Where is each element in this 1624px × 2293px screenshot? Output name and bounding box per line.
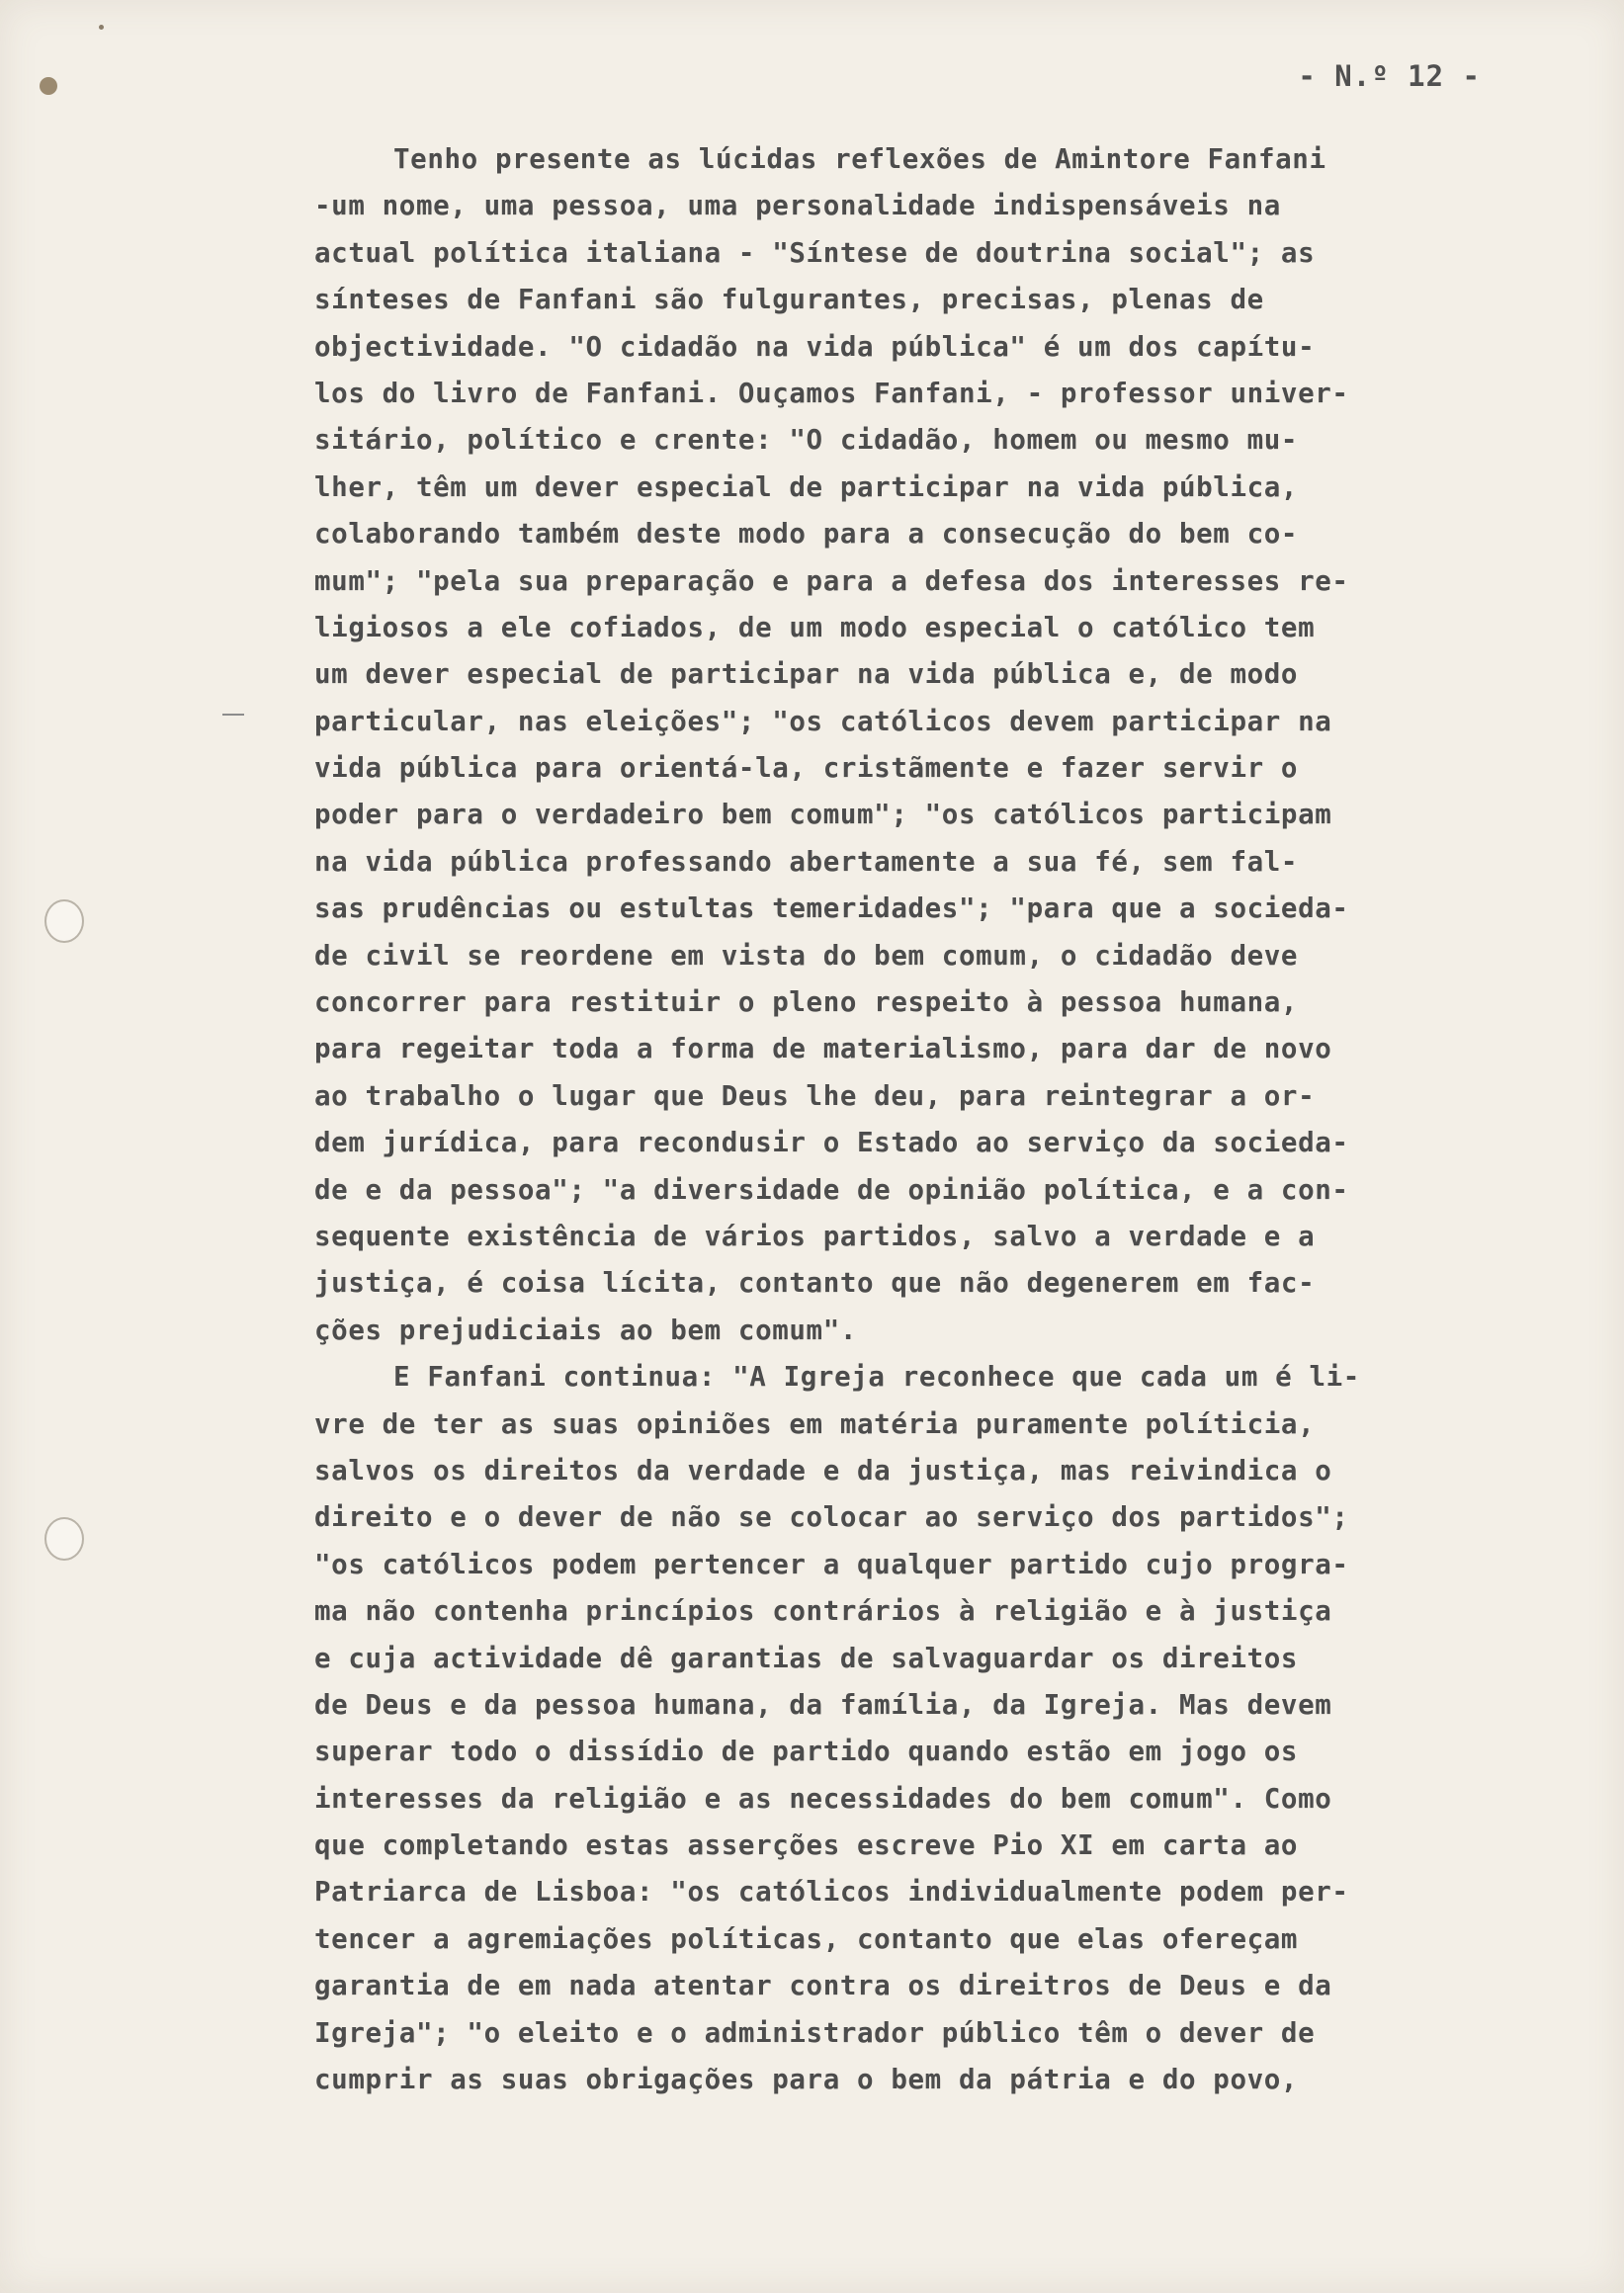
text-line: particular, nas eleições"; "os católicos devem participar na	[314, 705, 1332, 737]
text-line: E Fanfani continua: "A Igreja reconhece que cada um é li-	[393, 1361, 1360, 1394]
text-line: direito e o dever de não se colocar ao serviço dos partidos";	[314, 1501, 1349, 1534]
text-line: mum"; "pela sua preparação e para a defesa dos interesses re-	[314, 564, 1349, 597]
text-line: na vida pública professando abertamente a sua fé, sem fal-	[314, 845, 1299, 878]
text-line: ao trabalho o lugar que Deus lhe deu, para reintegrar a or-	[314, 1079, 1316, 1112]
text-line: sitário, político e crente: "O cidadão, homem ou mesmo mu-	[314, 424, 1299, 457]
text-line: interesses da religião e as necessidades do bem comum". Como	[314, 1782, 1332, 1815]
text-line: cumprir as suas obrigações para o bem da pátria e do povo,	[314, 2064, 1299, 2096]
text-line: los do livro de Fanfani. Ouçamos Fanfani, - professor univer-	[314, 377, 1349, 409]
text-line: Tenho presente as lúcidas reflexões de Amintore Fanfani	[393, 143, 1326, 175]
text-line: de civil se reordene em vista do bem comum, o cidadão deve	[314, 939, 1299, 972]
text-line: que completando estas asserções escreve Pio XI em carta ao	[314, 1829, 1299, 1862]
text-line: salvos os direitos da verdade e da justiça, mas reivindica o	[314, 1454, 1332, 1486]
text-line: "os católicos podem pertencer a qualquer partido cujo progra-	[314, 1548, 1349, 1580]
paper-stain	[40, 77, 57, 95]
margin-mark	[222, 714, 244, 716]
paragraph	[314, 136, 1560, 1354]
text-line: de e da pessoa"; "a diversidade de opinião política, e a con-	[314, 1173, 1349, 1206]
text-line: Igreja"; "o eleito e o administrador público têm o dever de	[314, 2016, 1316, 2049]
text-line: de Deus e da pessoa humana, da família, da Igreja. Mas devem	[314, 1688, 1332, 1721]
punch-hole-top	[44, 899, 84, 943]
text-line: sínteses de Fanfani são fulgurantes, precisas, plenas de	[314, 284, 1264, 316]
text-line: para regeitar toda a forma de materialismo, para dar de novo	[314, 1033, 1332, 1065]
text-line: e cuja actividade dê garantias de salvaguardar os direitos	[314, 1642, 1299, 1674]
paper-speck	[99, 25, 104, 30]
text-line: justiça, é coisa lícita, contanto que não degenerem em fac-	[314, 1267, 1316, 1300]
text-line: colaborando também deste modo para a consecução do bem co-	[314, 518, 1299, 551]
text-line: ma não contenha princípios contrários à religião e à justiça	[314, 1595, 1332, 1628]
text-line: vre de ter as suas opiniões em matéria puramente políticia,	[314, 1407, 1316, 1440]
text-line: sas prudências ou estultas temeridades"; "para que a socieda-	[314, 892, 1349, 925]
text-line: objectividade. "O cidadão na vida pública" é um dos capítu-	[314, 330, 1316, 363]
page-number: - N.º 12 -	[1298, 59, 1481, 93]
punch-hole-bottom	[44, 1517, 84, 1561]
text-line: concorrer para restituir o pleno respeito à pessoa humana,	[314, 986, 1299, 1019]
text-line: Patriarca de Lisboa: "os católicos individualmente podem per-	[314, 1876, 1349, 1909]
text-line: dem jurídica, para recondusir o Estado ao serviço da socieda-	[314, 1127, 1349, 1159]
text-line: tencer a agremiações políticas, contanto que elas ofereçam	[314, 1922, 1299, 1955]
text-line: lher, têm um dever especial de participar na vida pública,	[314, 470, 1299, 503]
text-line: um dever especial de participar na vida pública e, de modo	[314, 658, 1299, 691]
document-body	[314, 136, 1560, 2103]
text-line: ligiosos a ele cofiados, de um modo especial o católico tem	[314, 611, 1316, 643]
paragraph	[314, 1354, 1560, 2103]
text-line: -um nome, uma pessoa, uma personalidade indispensáveis na	[314, 190, 1281, 222]
text-line: vida pública para orientá-la, cristãmente e fazer servir o	[314, 752, 1299, 785]
text-line: superar todo o dissídio de partido quando estão em jogo os	[314, 1736, 1299, 1768]
text-line: ções prejudiciais ao bem comum".	[314, 1314, 858, 1346]
text-line: actual política italiana - "Síntese de doutrina social"; as	[314, 236, 1316, 269]
text-line: sequente existência de vários partidos, salvo a verdade e a	[314, 1220, 1316, 1252]
text-line: garantia de em nada atentar contra os direitros de Deus e da	[314, 1970, 1332, 2002]
text-line: poder para o verdadeiro bem comum"; "os católicos participam	[314, 799, 1332, 831]
